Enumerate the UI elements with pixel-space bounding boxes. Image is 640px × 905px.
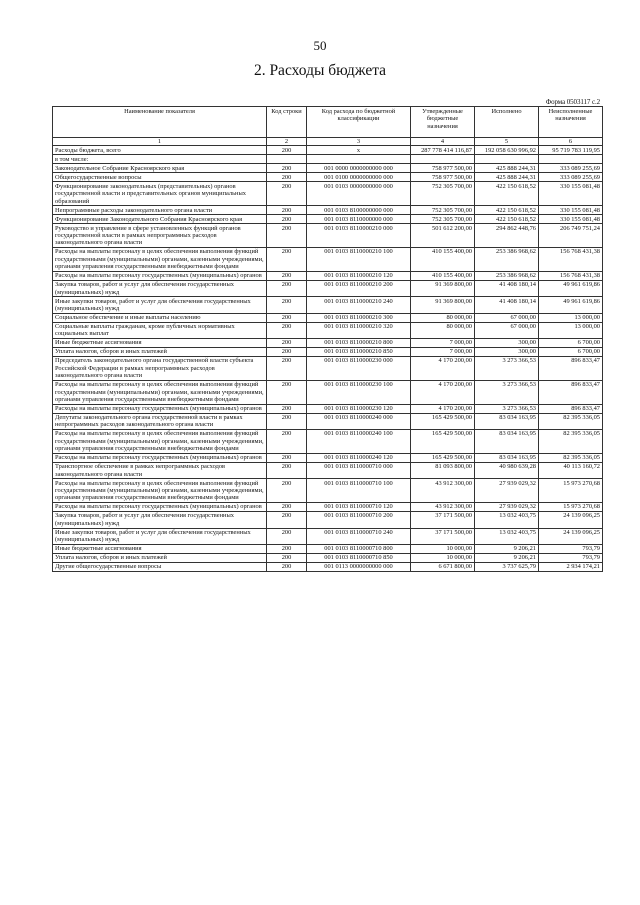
cell-line-code: 200: [267, 503, 307, 512]
cell-expense-code: 001 0103 8110000210 200: [307, 280, 411, 296]
table-row: [53, 413, 603, 429]
table-row: [53, 462, 603, 478]
cell-line-code: 200: [267, 453, 307, 462]
cell-expense-code: [307, 155, 411, 164]
cell-executed: 422 150 618,52: [475, 182, 539, 206]
cell-expense-code: 001 0103 8110000210 120: [307, 271, 411, 280]
cell-line-code: 200: [267, 322, 307, 338]
cell-expense-code: 001 0103 8110000230 000: [307, 357, 411, 381]
cell-expense-code: 001 0103 8110000210 240: [307, 297, 411, 313]
cell-indicator-name: Расходы на выплаты персоналу государственных (муниципальных) органов: [53, 404, 267, 413]
cell-expense-code: 001 0103 8110000710 100: [307, 479, 411, 503]
cell-executed: 41 408 180,14: [475, 297, 539, 313]
header-unexecuted: Неисполненные назначения: [539, 107, 603, 138]
table-row: [53, 512, 603, 528]
cell-unexecuted: 13 000,00: [539, 313, 603, 322]
cell-approved: 165 429 500,00: [411, 430, 475, 454]
column-number-row: [53, 138, 603, 146]
cell-approved: 80 000,00: [411, 313, 475, 322]
cell-unexecuted: 6 700,00: [539, 339, 603, 348]
table-row: [53, 215, 603, 224]
cell-unexecuted: 793,79: [539, 544, 603, 553]
table-row: [53, 224, 603, 248]
cell-unexecuted: [539, 155, 603, 164]
table-row: [53, 155, 603, 164]
cell-executed: [475, 155, 539, 164]
cell-line-code: 200: [267, 348, 307, 357]
cell-indicator-name: Другие общегосударственные вопросы: [53, 562, 267, 571]
cell-expense-code: 001 0103 8110000230 100: [307, 380, 411, 404]
cell-approved: 43 912 300,00: [411, 503, 475, 512]
cell-unexecuted: 24 139 096,25: [539, 528, 603, 544]
cell-approved: 37 171 500,00: [411, 512, 475, 528]
cell-approved: 80 000,00: [411, 322, 475, 338]
cell-indicator-name: Председатель законодательного органа государственной власти субъекта Российской Федерации в рамках непрограммных расходов законодательного органа власти: [53, 357, 267, 381]
cell-line-code: 200: [267, 224, 307, 248]
cell-indicator-name: Расходы на выплаты персоналу в целях обеспечения выполнения функций государственными (муниципальными) органами, казенными учреждениями, органами управления государственными внебюджетными фондами: [53, 479, 267, 503]
cell-executed: 13 032 403,75: [475, 528, 539, 544]
cell-executed: 3 273 366,53: [475, 380, 539, 404]
page-number: 50: [313, 38, 327, 53]
cell-expense-code: 001 0103 8110000240 100: [307, 430, 411, 454]
cell-indicator-name: Закупка товаров, работ и услуг для обеспечения государственных (муниципальных) нужд: [53, 512, 267, 528]
table-row: [53, 146, 603, 155]
cell-expense-code: 001 0103 8110000240 000: [307, 413, 411, 429]
cell-executed: 83 034 163,95: [475, 413, 539, 429]
column-number: 6: [539, 138, 603, 146]
cell-executed: 300,00: [475, 348, 539, 357]
cell-line-code: 200: [267, 164, 307, 173]
cell-line-code: 200: [267, 562, 307, 571]
cell-indicator-name: Уплата налогов, сборов и иных платежей: [53, 553, 267, 562]
cell-unexecuted: 40 113 160,72: [539, 462, 603, 478]
cell-indicator-name: Законодательное Собрание Красноярского края: [53, 164, 267, 173]
cell-unexecuted: 333 089 255,69: [539, 164, 603, 173]
budget-expenses-table: [52, 106, 603, 572]
cell-approved: 7 000,00: [411, 339, 475, 348]
cell-line-code: 200: [267, 430, 307, 454]
cell-indicator-name: Непрограммные расходы законодательного органа власти: [53, 206, 267, 215]
cell-expense-code: 001 0103 8110000710 240: [307, 528, 411, 544]
column-number: 4: [411, 138, 475, 146]
cell-expense-code: 001 0103 8110000710 000: [307, 462, 411, 478]
cell-unexecuted: 330 155 081,48: [539, 215, 603, 224]
cell-approved: 410 155 400,00: [411, 271, 475, 280]
cell-approved: 81 093 800,00: [411, 462, 475, 478]
table-row: [53, 322, 603, 338]
cell-executed: 422 150 618,52: [475, 206, 539, 215]
table-row: [53, 182, 603, 206]
cell-executed: 27 939 029,32: [475, 479, 539, 503]
cell-line-code: [267, 155, 307, 164]
cell-line-code: 200: [267, 528, 307, 544]
cell-expense-code: 001 0103 8110000210 300: [307, 313, 411, 322]
cell-expense-code: 001 0113 0000000000 000: [307, 562, 411, 571]
cell-line-code: 200: [267, 313, 307, 322]
cell-line-code: 200: [267, 146, 307, 155]
table-row: [53, 380, 603, 404]
column-number: 5: [475, 138, 539, 146]
cell-line-code: 200: [267, 206, 307, 215]
cell-approved: 165 429 500,00: [411, 453, 475, 462]
column-number: 3: [307, 138, 411, 146]
cell-line-code: 200: [267, 512, 307, 528]
cell-executed: 67 000,00: [475, 322, 539, 338]
cell-indicator-name: Расходы на выплаты персоналу в целях обеспечения выполнения функций государственными (муниципальными) органами, казенными учреждениями, органами управления государственными внебюджетными фондами: [53, 430, 267, 454]
cell-indicator-name: Функционирование Законодательного Собрания Красноярского края: [53, 215, 267, 224]
cell-indicator-name: Расходы на выплаты персоналу государственных (муниципальных) органов: [53, 271, 267, 280]
cell-executed: 83 034 163,95: [475, 453, 539, 462]
cell-executed: 425 888 244,31: [475, 164, 539, 173]
cell-line-code: 200: [267, 380, 307, 404]
table-row: [53, 404, 603, 413]
table-row: [53, 503, 603, 512]
cell-unexecuted: 330 155 081,48: [539, 182, 603, 206]
cell-expense-code: 001 0103 8100000000 000: [307, 206, 411, 215]
cell-indicator-name: Закупка товаров, работ и услуг для обеспечения государственных (муниципальных) нужд: [53, 280, 267, 296]
cell-executed: 3 273 366,53: [475, 357, 539, 381]
cell-indicator-name: Функционирование законодательных (представительных) органов государственной власти и представительных органов муниципальных образований: [53, 182, 267, 206]
header-indicator-name: Наименование показателя: [53, 107, 267, 138]
table-row: [53, 544, 603, 553]
cell-executed: 253 386 968,62: [475, 271, 539, 280]
cell-approved: 287 778 414 116,87: [411, 146, 475, 155]
cell-executed: 422 150 618,52: [475, 215, 539, 224]
header-executed: Исполнено: [475, 107, 539, 138]
cell-unexecuted: 206 749 751,24: [539, 224, 603, 248]
cell-expense-code: 001 0103 8110000710 850: [307, 553, 411, 562]
table-row: [53, 280, 603, 296]
cell-approved: 4 170 200,00: [411, 380, 475, 404]
cell-executed: 425 888 244,31: [475, 173, 539, 182]
cell-executed: 27 939 029,32: [475, 503, 539, 512]
cell-expense-code: 001 0103 8110000710 120: [307, 503, 411, 512]
cell-line-code: 200: [267, 280, 307, 296]
header-line-code: Код строки: [267, 107, 307, 138]
table-row: [53, 348, 603, 357]
cell-approved: 752 305 700,00: [411, 182, 475, 206]
cell-expense-code: 001 0103 8110000000 000: [307, 215, 411, 224]
table-row: [53, 339, 603, 348]
column-number: 1: [53, 138, 267, 146]
cell-approved: 6 671 800,00: [411, 562, 475, 571]
cell-line-code: 200: [267, 182, 307, 206]
cell-approved: 501 612 200,00: [411, 224, 475, 248]
cell-unexecuted: 82 395 336,05: [539, 430, 603, 454]
cell-unexecuted: 82 395 336,05: [539, 453, 603, 462]
cell-executed: 83 034 163,95: [475, 430, 539, 454]
cell-approved: 165 429 500,00: [411, 413, 475, 429]
cell-executed: 41 408 180,14: [475, 280, 539, 296]
cell-unexecuted: 156 768 431,38: [539, 271, 603, 280]
cell-indicator-name: Социальное обеспечение и иные выплаты населению: [53, 313, 267, 322]
cell-indicator-name: Руководство и управление в сфере установленных функций органов государственной власти в рамках непрограммных расходов законодательного органа власти: [53, 224, 267, 248]
cell-unexecuted: 330 155 081,48: [539, 206, 603, 215]
cell-line-code: 200: [267, 544, 307, 553]
cell-approved: [411, 155, 475, 164]
cell-line-code: 200: [267, 462, 307, 478]
cell-line-code: 200: [267, 248, 307, 272]
table-row: [53, 357, 603, 381]
form-code: Форма 0503117 с.2: [545, 98, 600, 106]
cell-indicator-name: Уплата налогов, сборов и иных платежей: [53, 348, 267, 357]
cell-indicator-name: в том числе:: [53, 155, 267, 164]
cell-line-code: 200: [267, 357, 307, 381]
table-row: [53, 553, 603, 562]
cell-expense-code: 001 0103 8110000240 120: [307, 453, 411, 462]
cell-unexecuted: 49 961 619,86: [539, 280, 603, 296]
cell-approved: 4 170 200,00: [411, 404, 475, 413]
table-row: [53, 164, 603, 173]
table-header-row: [53, 107, 603, 138]
cell-indicator-name: Расходы на выплаты персоналу государственных (муниципальных) органов: [53, 503, 267, 512]
cell-indicator-name: Депутаты законодательного органа государственной власти в рамках непрограммных расходов законодательного органа власти: [53, 413, 267, 429]
table-row: [53, 248, 603, 272]
cell-expense-code: 001 0103 8110000230 120: [307, 404, 411, 413]
cell-executed: 294 862 448,76: [475, 224, 539, 248]
table-row: [53, 479, 603, 503]
table-row: [53, 297, 603, 313]
cell-approved: 4 170 200,00: [411, 357, 475, 381]
cell-unexecuted: 793,79: [539, 553, 603, 562]
cell-line-code: 200: [267, 215, 307, 224]
cell-executed: 67 000,00: [475, 313, 539, 322]
header-approved: Утвержденные бюджетные назначения: [411, 107, 475, 138]
column-number: 2: [267, 138, 307, 146]
cell-unexecuted: 24 139 096,25: [539, 512, 603, 528]
cell-line-code: 200: [267, 479, 307, 503]
cell-expense-code: 001 0103 8110000210 000: [307, 224, 411, 248]
header-expense-code: Код расхода по бюджетной классификации: [307, 107, 411, 138]
cell-approved: 7 000,00: [411, 348, 475, 357]
table-row: [53, 173, 603, 182]
cell-line-code: 200: [267, 404, 307, 413]
cell-indicator-name: Общегосударственные вопросы: [53, 173, 267, 182]
cell-unexecuted: 896 833,47: [539, 380, 603, 404]
cell-unexecuted: 49 961 619,86: [539, 297, 603, 313]
cell-unexecuted: 2 934 174,21: [539, 562, 603, 571]
cell-expense-code: 001 0103 8110000210 100: [307, 248, 411, 272]
cell-unexecuted: 82 395 336,05: [539, 413, 603, 429]
cell-approved: 10 000,00: [411, 544, 475, 553]
cell-executed: 3 737 625,79: [475, 562, 539, 571]
cell-unexecuted: 6 700,00: [539, 348, 603, 357]
cell-executed: 40 980 639,28: [475, 462, 539, 478]
table-row: [53, 562, 603, 571]
cell-line-code: 200: [267, 339, 307, 348]
cell-indicator-name: Иные закупки товаров, работ и услуг для обеспечения государственных (муниципальных) нужд: [53, 528, 267, 544]
cell-expense-code: 001 0103 8110000210 800: [307, 339, 411, 348]
table-row: [53, 313, 603, 322]
cell-approved: 752 305 700,00: [411, 206, 475, 215]
table-row: [53, 528, 603, 544]
cell-executed: 253 386 968,62: [475, 248, 539, 272]
cell-line-code: 200: [267, 297, 307, 313]
cell-indicator-name: Социальные выплаты гражданам, кроме публичных нормативных социальных выплат: [53, 322, 267, 338]
cell-expense-code: 001 0103 0000000000 000: [307, 182, 411, 206]
cell-indicator-name: Расходы на выплаты персоналу в целях обеспечения выполнения функций государственными (муниципальными) органами, казенными учреждениями, органами управления государственными внебюджетными фондами: [53, 248, 267, 272]
cell-approved: 37 171 500,00: [411, 528, 475, 544]
cell-approved: 410 155 400,00: [411, 248, 475, 272]
cell-indicator-name: Иные бюджетные ассигнования: [53, 544, 267, 553]
cell-expense-code: 001 0103 8110000710 200: [307, 512, 411, 528]
cell-executed: 13 032 403,75: [475, 512, 539, 528]
cell-approved: 758 977 500,00: [411, 164, 475, 173]
cell-unexecuted: 13 000,00: [539, 322, 603, 338]
cell-expense-code: x: [307, 146, 411, 155]
cell-expense-code: 001 0100 0000000000 000: [307, 173, 411, 182]
cell-unexecuted: 95 719 783 119,95: [539, 146, 603, 155]
cell-unexecuted: 333 089 255,69: [539, 173, 603, 182]
cell-executed: 9 206,21: [475, 553, 539, 562]
cell-expense-code: 001 0103 8110000210 850: [307, 348, 411, 357]
cell-approved: 752 305 700,00: [411, 215, 475, 224]
section-title: 2. Расходы бюджета: [253, 62, 387, 79]
cell-line-code: 200: [267, 271, 307, 280]
cell-indicator-name: Расходы на выплаты персоналу в целях обеспечения выполнения функций государственными (муниципальными) органами, казенными учреждениями, органами управления государственными внебюджетными фондами: [53, 380, 267, 404]
cell-expense-code: 001 0103 8110000710 800: [307, 544, 411, 553]
cell-expense-code: 001 0103 8110000210 320: [307, 322, 411, 338]
cell-line-code: 200: [267, 413, 307, 429]
cell-indicator-name: Иные бюджетные ассигнования: [53, 339, 267, 348]
cell-unexecuted: 15 973 270,68: [539, 503, 603, 512]
cell-line-code: 200: [267, 173, 307, 182]
cell-approved: 10 000,00: [411, 553, 475, 562]
cell-executed: 192 058 630 996,92: [475, 146, 539, 155]
cell-unexecuted: 156 768 431,38: [539, 248, 603, 272]
cell-unexecuted: 15 973 270,68: [539, 479, 603, 503]
cell-approved: 91 369 800,00: [411, 297, 475, 313]
cell-expense-code: 001 0000 0000000000 000: [307, 164, 411, 173]
cell-indicator-name: Транспортное обеспечение в рамках непрограммных расходов законодательного органа власти: [53, 462, 267, 478]
cell-line-code: 200: [267, 553, 307, 562]
cell-unexecuted: 896 833,47: [539, 404, 603, 413]
cell-indicator-name: Расходы бюджета, всего: [53, 146, 267, 155]
cell-executed: 3 273 366,53: [475, 404, 539, 413]
cell-indicator-name: Расходы на выплаты персоналу государственных (муниципальных) органов: [53, 453, 267, 462]
cell-executed: 300,00: [475, 339, 539, 348]
table-row: [53, 271, 603, 280]
cell-approved: 91 369 800,00: [411, 280, 475, 296]
cell-approved: 43 912 300,00: [411, 479, 475, 503]
table-row: [53, 453, 603, 462]
cell-indicator-name: Иные закупки товаров, работ и услуг для обеспечения государственных (муниципальных) нужд: [53, 297, 267, 313]
table-row: [53, 430, 603, 454]
cell-approved: 758 977 500,00: [411, 173, 475, 182]
cell-unexecuted: 896 833,47: [539, 357, 603, 381]
table-row: [53, 206, 603, 215]
cell-executed: 9 206,21: [475, 544, 539, 553]
